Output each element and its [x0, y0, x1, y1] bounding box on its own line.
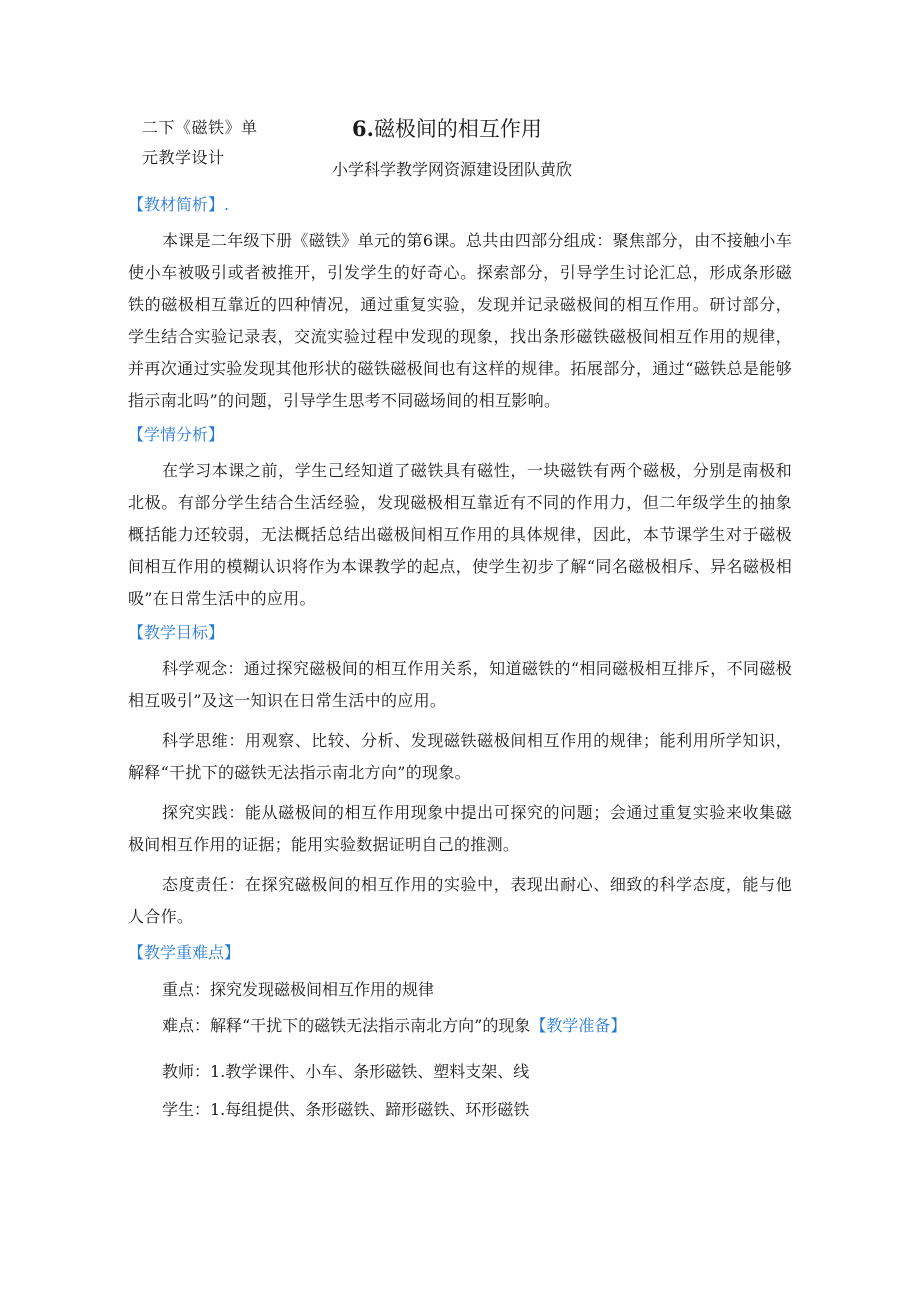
lesson-title-text: 磁极间的相互作用 — [373, 117, 542, 141]
heading-preparation: 【教学准备】 — [530, 1016, 627, 1035]
heading-students: 【学情分析】 — [128, 425, 225, 444]
document-body — [128, 190, 792, 1125]
heading-keypoints: 【教学重难点】 — [128, 943, 241, 962]
key-point: 重点：探究发现磁极间相互作用的规律 — [162, 980, 435, 999]
lesson-number: 6. — [352, 116, 374, 141]
goal-attitude: 态度责任：在探究磁极间的相互作用的实验中，表现出耐心、细致的科学态度，能与他人合作。 — [128, 875, 792, 926]
paragraph-textbook: 本课是二年级下册《磁铁》单元的第6课。总共由四部分组成：聚焦部分，由不接触小车使小车被吸引或者被推开，引发学生的好奇心。探索部分，引导学生讨论汇总，形成条形磁铁的磁极相互靠近的四种情况，通过重复实验，发现并记录磁极间的相互作用。研讨部分，学生结合实验记录表，交流实验过程中发现的现象，找出条形磁铁磁极间相互作用的规律，并再次通过实验发现其他形状的磁铁磁极间也有这样的规律。拓展部分，通过“磁铁总是能够指示南北吗”的问题，引导学生思考不同磁场间的相互影响。 — [128, 231, 792, 410]
paragraph-students: 在学习本课之前，学生己经知道了磁铁具有磁性，一块磁铁有两个磁极，分别是南极和北极。有部分学生结合生活经验，发现磁极相互靠近有不同的作用力，但二年级学生的抽象概括能力还较弱，无法概括总结出磁极间相互作用的具体规律，因此，本节课学生对于磁极间相互作用的模糊认识将作为本课教学的起点，使学生初步了解“同名磁极相斥、异名磁极相吸”在日常生活中的应用。 — [128, 461, 792, 608]
goal-practice: 探究实践：能从磁极间的相互作用现象中提出可探究的问题；会通过重复实验来收集磁极间相互作用的证据；能用实验数据证明自己的推测。 — [128, 803, 792, 854]
author-line: 小学科学教学网资源建设团队黄欣 — [332, 160, 573, 179]
goal-thinking: 科学思维：用观察、比较、分析、发现磁铁磁极间相互作用的规律；能利用所学知识，解释“干扰下的磁铁无法指示南北方向”的现象。 — [128, 731, 792, 782]
goal-concept: 科学观念：通过探究磁极间的相互作用关系，知道磁铁的“相同磁极相互排斥，不同磁极相互吸引”及这一知识在日常生活中的应用。 — [128, 659, 792, 710]
difficult-point — [128, 1011, 792, 1041]
unit-label: 二下《磁铁》单元教学设计 — [142, 118, 258, 167]
difficult-point-text: 难点：解释“干扰下的磁铁无法指示南北方向”的现象 — [162, 1016, 531, 1035]
teacher-materials: 教师：1.教学课件、小车、条形磁铁、塑料支架、线 — [162, 1062, 530, 1081]
heading-textbook: 【教材简析】. — [128, 195, 230, 214]
heading-goals: 【教学目标】 — [128, 623, 225, 642]
student-materials: 学生：1.每组提供、条形磁铁、蹄形磁铁、环形磁铁 — [162, 1100, 530, 1119]
lesson-title — [352, 114, 542, 144]
